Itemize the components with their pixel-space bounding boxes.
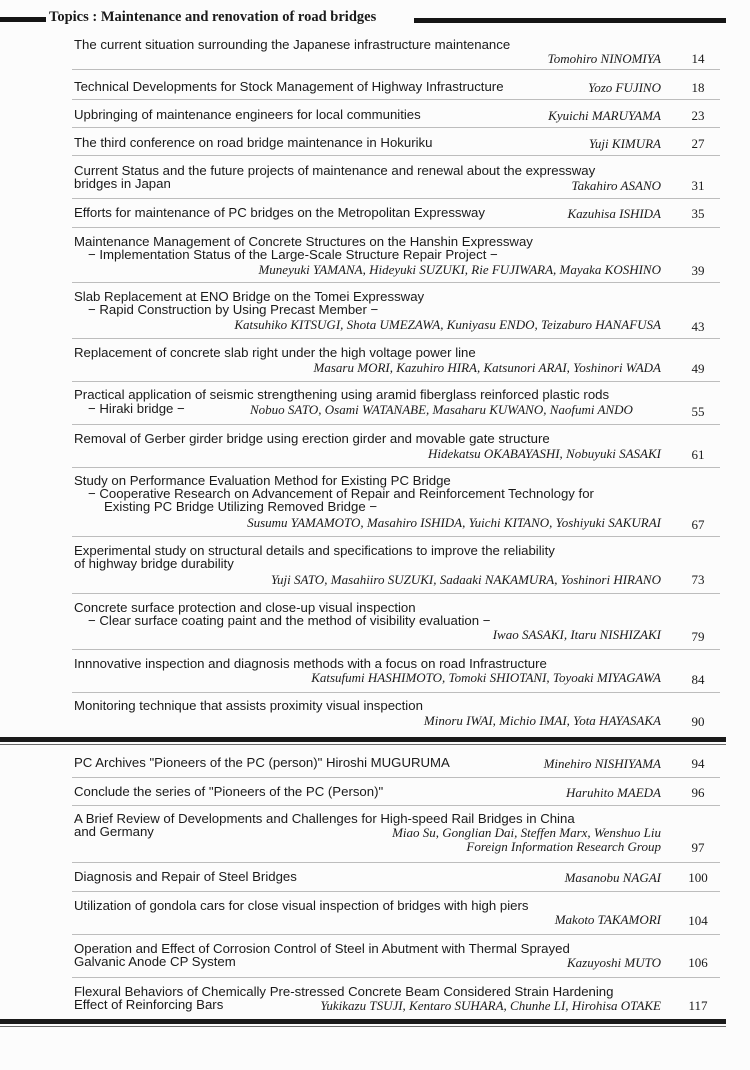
entry-authors: Muneyuki YAMANA, Hideyuki SUZUKI, Rie FUJIWARA, Mayaka KOSHINO bbox=[258, 262, 661, 277]
page-number: 18 bbox=[691, 80, 705, 95]
entry-authors: Makoto TAKAMORI bbox=[554, 912, 661, 927]
entry-authors: Kazuhisa ISHIDA bbox=[567, 206, 661, 221]
entry-authors: Katsuhiko KITSUGI, Shota UMEZAWA, Kuniyasu ENDO, Teizaburo HANAFUSA bbox=[234, 317, 661, 332]
separator bbox=[72, 227, 720, 228]
separator bbox=[72, 862, 720, 863]
header-rule-left bbox=[0, 17, 46, 22]
page-number: 100 bbox=[688, 870, 708, 885]
entry-authors: Kazuyoshi MUTO bbox=[566, 955, 661, 970]
entry-authors: Susumu YAMAMOTO, Masahiro ISHIDA, Yuichi KITANO, Yoshiyuki SAKURAI bbox=[247, 515, 661, 530]
page-number: 39 bbox=[691, 263, 705, 278]
separator bbox=[72, 338, 720, 339]
entry-title: Innnovative inspection and diagnosis methods with a focus on road Infrastructure bbox=[74, 656, 547, 671]
entry-title: Upbringing of maintenance engineers for local communities bbox=[74, 107, 421, 122]
page-number: 117 bbox=[688, 998, 708, 1013]
separator bbox=[72, 282, 720, 283]
entry-title: Concrete surface protection and close-up visual inspection bbox=[74, 600, 416, 615]
separator bbox=[72, 934, 720, 935]
separator bbox=[72, 99, 720, 100]
entry-authors: Minehiro NISHIYAMA bbox=[543, 756, 661, 771]
page-number: 61 bbox=[691, 447, 705, 462]
separator bbox=[72, 593, 720, 594]
entry-title: A Brief Review of Developments and Challenges for High-speed Rail Bridges in China bbox=[74, 811, 575, 826]
entry-authors: Iwao SASAKI, Itaru NISHIZAKI bbox=[492, 627, 661, 642]
entry-authors: Miao Su, Gonglian Dai, Steffen Marx, Wenshuo Liu bbox=[392, 825, 661, 840]
page-number: 55 bbox=[691, 404, 705, 419]
entry-title-cont: bridges in Japan bbox=[74, 176, 171, 191]
entry-authors: Yuji KIMURA bbox=[588, 136, 661, 151]
page-number: 94 bbox=[691, 756, 705, 771]
entry-title: Utilization of gondola cars for close visual inspection of bridges with high piers bbox=[74, 898, 529, 913]
separator bbox=[72, 536, 720, 537]
entry-subtitle: − Implementation Status of the Large-Scale Structure Repair Project − bbox=[88, 247, 498, 262]
separator bbox=[72, 198, 720, 199]
page-number: 79 bbox=[691, 629, 705, 644]
entry-authors: Minoru IWAI, Michio IMAI, Yota HAYASAKA bbox=[423, 713, 661, 728]
separator bbox=[72, 155, 720, 156]
entry-authors: Yozo FUJINO bbox=[588, 80, 661, 95]
entry-group: Foreign Information Research Group bbox=[466, 839, 661, 854]
entry-authors: Yukikazu TSUJI, Kentaro SUHARA, Chunhe LI, Hirohisa OTAKE bbox=[320, 998, 661, 1013]
entry-authors: Tomohiro NINOMIYA bbox=[547, 51, 661, 66]
page-number: 90 bbox=[691, 714, 705, 729]
entry-authors: Takahiro ASANO bbox=[571, 178, 661, 193]
page-number: 96 bbox=[691, 785, 705, 800]
entry-title: Technical Developments for Stock Management of Highway Infrastructure bbox=[74, 79, 504, 94]
entry-title: Operation and Effect of Corrosion Control of Steel in Abutment with Thermal Sprayed bbox=[74, 941, 570, 956]
entry-authors: Hidekatsu OKABAYASHI, Nobuyuki SASAKI bbox=[427, 446, 661, 461]
page-number: 106 bbox=[688, 955, 708, 970]
separator bbox=[72, 805, 720, 806]
entry-authors: Masanobu NAGAI bbox=[564, 870, 661, 885]
header-rule-right bbox=[414, 18, 726, 23]
section-header bbox=[0, 6, 750, 28]
entry-title-cont: and Germany bbox=[74, 824, 154, 839]
entry-title: Practical application of seismic strengthening using aramid fiberglass reinforced plastic rods bbox=[74, 387, 610, 402]
bottom-divider bbox=[0, 1019, 726, 1024]
page-number: 14 bbox=[691, 51, 705, 66]
entry-subtitle-cont: Existing PC Bridge Utilizing Removed Bridge − bbox=[104, 499, 378, 514]
page-number: 104 bbox=[688, 913, 708, 928]
entry-title: Conclude the series of "Pioneers of the PC (Person)" bbox=[74, 784, 384, 799]
entry-title: Monitoring technique that assists proximity visual inspection bbox=[74, 698, 423, 713]
entry-subtitle: − Hiraki bridge − bbox=[88, 401, 185, 416]
entry-subtitle: − Clear surface coating paint and the method of visibility evaluation − bbox=[88, 613, 491, 628]
page-number: 49 bbox=[691, 361, 705, 376]
page-number: 23 bbox=[691, 108, 705, 123]
entry-title-cont: Effect of Reinforcing Bars bbox=[74, 997, 224, 1012]
page-number: 35 bbox=[691, 206, 705, 221]
section-divider-thin bbox=[0, 744, 726, 745]
entry-title: Efforts for maintenance of PC bridges on the Metropolitan Expressway bbox=[74, 205, 485, 220]
separator bbox=[72, 649, 720, 650]
page-number: 43 bbox=[691, 319, 705, 334]
separator bbox=[72, 69, 720, 70]
separator bbox=[72, 777, 720, 778]
entry-subtitle: − Cooperative Research on Advancement of Repair and Reinforcement Technology for bbox=[88, 486, 594, 501]
entry-authors: Yuji SATO, Masahiiro SUZUKI, Sadaaki NAKAMURA, Yoshinori HIRANO bbox=[270, 572, 661, 587]
entry-title-cont: Galvanic Anode CP System bbox=[74, 954, 236, 969]
separator bbox=[72, 424, 720, 425]
entry-title: Study on Performance Evaluation Method for Existing PC Bridge bbox=[74, 473, 451, 488]
entry-title: Flexural Behaviors of Chemically Pre-stressed Concrete Beam Considered Strain Hardening bbox=[74, 984, 614, 999]
entry-title: The third conference on road bridge maintenance in Hokuriku bbox=[74, 135, 433, 150]
section-title: Topics : Maintenance and renovation of road bridges bbox=[49, 9, 377, 25]
entry-subtitle: − Rapid Construction by Using Precast Member − bbox=[88, 302, 379, 317]
entry-title: Slab Replacement at ENO Bridge on the Tomei Expressway bbox=[74, 289, 425, 304]
entry-title: Replacement of concrete slab right under the high voltage power line bbox=[74, 345, 476, 360]
entry-authors: Katsufumi HASHIMOTO, Tomoki SHIOTANI, Toyoaki MIYAGAWA bbox=[311, 670, 661, 685]
entry-title: Diagnosis and Repair of Steel Bridges bbox=[74, 869, 297, 884]
separator bbox=[72, 467, 720, 468]
entry-title-cont: of highway bridge durability bbox=[74, 556, 234, 571]
separator bbox=[72, 977, 720, 978]
entry-title: The current situation surrounding the Japanese infrastructure maintenance bbox=[74, 37, 511, 52]
entry-title: PC Archives "Pioneers of the PC (person)" Hiroshi MUGURUMA bbox=[74, 755, 450, 770]
separator bbox=[72, 381, 720, 382]
entry-authors: Kyuichi MARUYAMA bbox=[548, 108, 661, 123]
entry-title: Current Status and the future projects of maintenance and renewal about the expressway bbox=[74, 163, 596, 178]
section-divider bbox=[0, 737, 726, 742]
entry-authors: Masaru MORI, Kazuhiro HIRA, Katsunori ARAI, Yoshinori WADA bbox=[313, 360, 661, 375]
separator bbox=[72, 891, 720, 892]
page-number: 84 bbox=[691, 672, 705, 687]
bottom-divider-thin bbox=[0, 1026, 726, 1027]
page-number: 73 bbox=[691, 572, 705, 587]
entry-title: Removal of Gerber girder bridge using erection girder and movable gate structure bbox=[74, 431, 550, 446]
page-number: 67 bbox=[691, 517, 705, 532]
entry-title: Experimental study on structural details and specifications to improve the reliability bbox=[74, 543, 555, 558]
entry-title: Maintenance Management of Concrete Structures on the Hanshin Expressway bbox=[74, 234, 533, 249]
page-number: 27 bbox=[691, 136, 705, 151]
page-number: 31 bbox=[691, 178, 705, 193]
entry-authors: Haruhito MAEDA bbox=[566, 785, 661, 800]
entry-authors: Nobuo SATO, Osami WATANABE, Masaharu KUWANO, Naofumi ANDO bbox=[250, 402, 633, 417]
separator bbox=[72, 127, 720, 128]
separator bbox=[72, 692, 720, 693]
page-number: 97 bbox=[691, 840, 705, 855]
